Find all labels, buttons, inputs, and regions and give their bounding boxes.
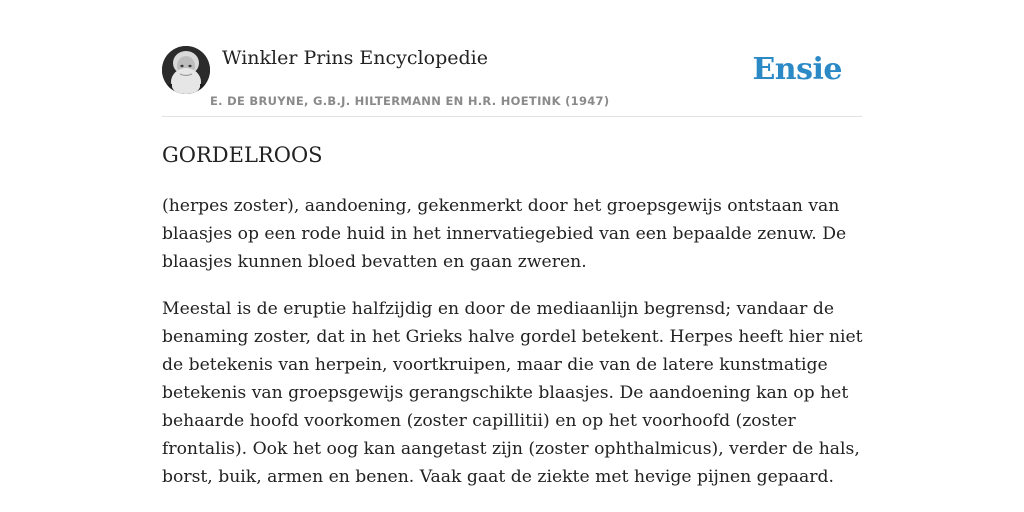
article-body [162,192,866,510]
portrait-image [162,46,210,94]
article-headword: GORDELROOS [162,143,323,167]
source-authors: E. DE BRUYNE, G.B.J. HILTERMANN EN H.R. HOETINK (1947) [210,94,610,108]
source-header [162,46,862,117]
article-paragraph: Meestal is de eruptie halfzijdig en door de mediaanlijn begrensd; vandaar de benaming zoster, dat in het Grieks halve gordel betekent. Herpes heeft hier niet de betekenis van herpein, voortkruipen, maar die van de latere kunstmatige betekenis van groepsgewijs gerangschikte blaasjes. De aandoening kan op het behaarde hoofd voorkomen (zoster capillitii) en op het voorhoofd (zoster frontalis). Ook het oog kan aangetast zijn (zoster ophthalmicus), verder de hals, borst, buik, armen en benen. Vaak gaat de ziekte met hevige pijnen gepaard. [162,299,863,487]
article-paragraph: (herpes zoster), aandoening, gekenmerkt door het groepsgewijs ontstaan van blaasjes op een rode huid in het innervatiegebied van een bepaalde zenuw. De blaasjes kunnen bloed bevatten en gaan zweren. [162,196,847,272]
source-title[interactable]: Winkler Prins Encyclopedie [222,47,488,69]
ensie-logo[interactable]: Ensie [752,52,842,87]
author-avatar[interactable] [162,46,210,94]
